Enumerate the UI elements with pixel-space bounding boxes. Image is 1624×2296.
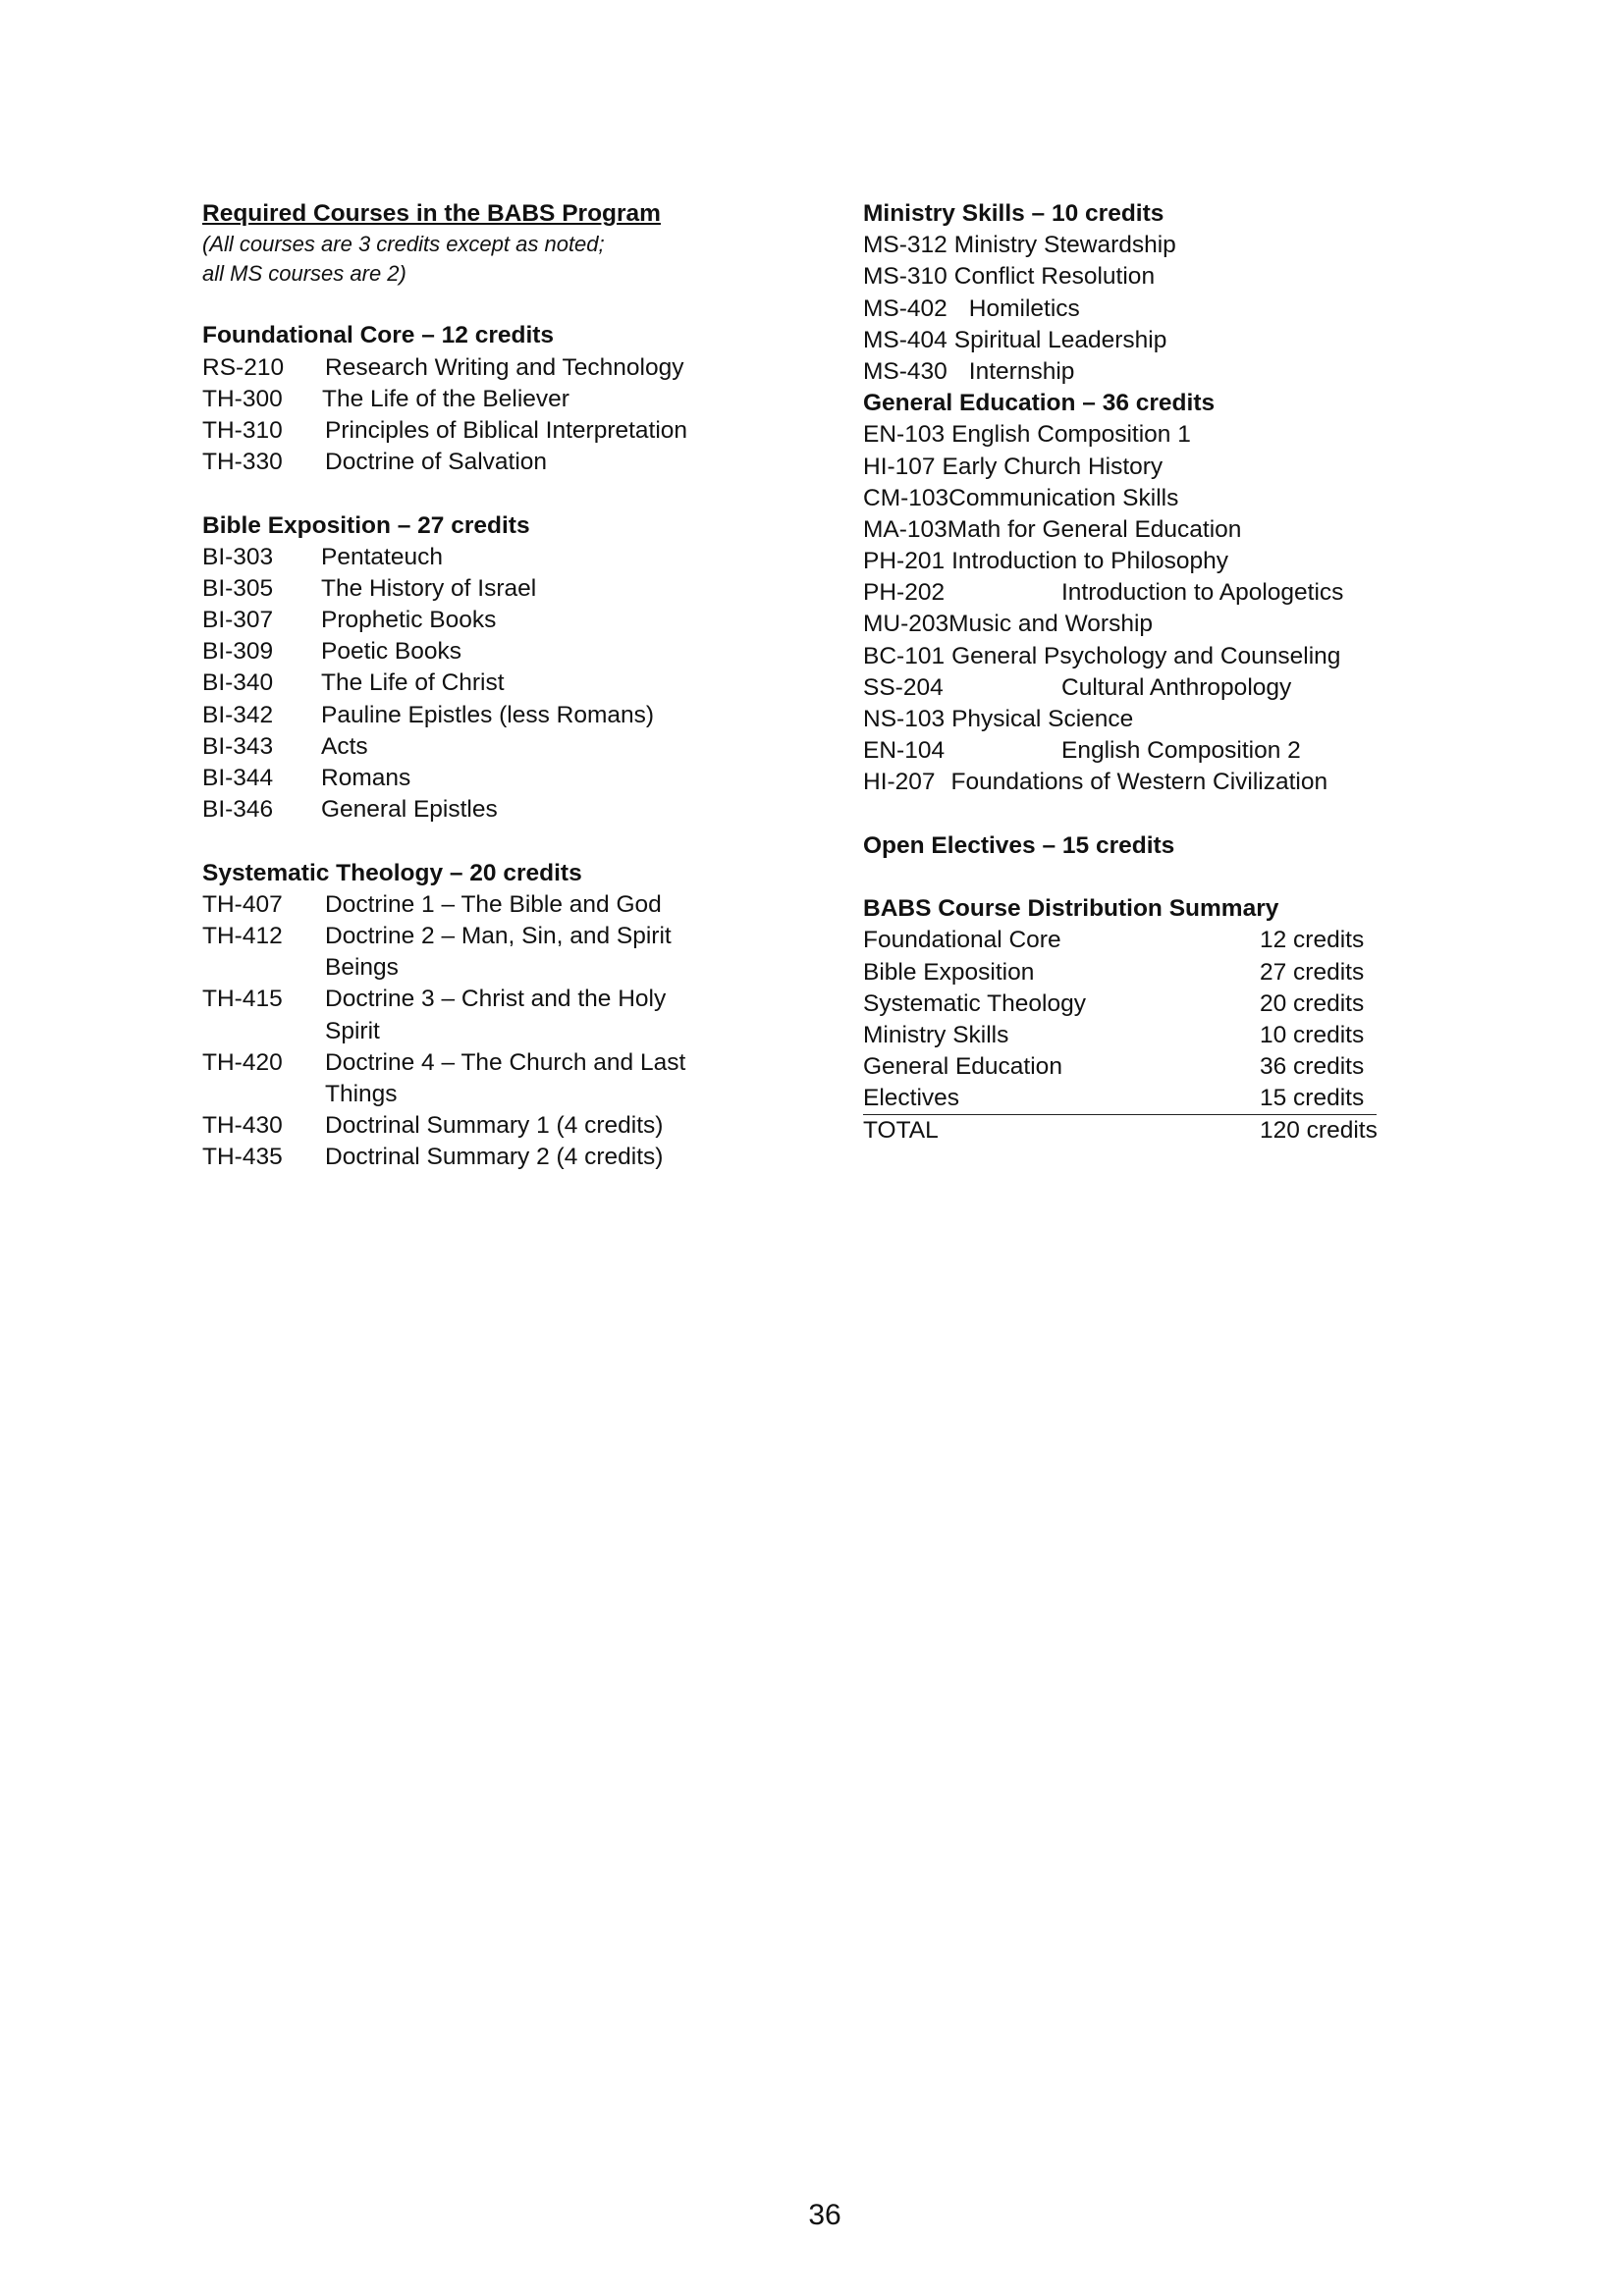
- course-row: [202, 352, 752, 384]
- page-title: Required Courses in the BABS Program: [202, 200, 661, 227]
- course-name: Foundations of Western Civilization: [950, 769, 1328, 796]
- course-name: Ministry Stewardship: [953, 232, 1176, 259]
- course-name: The Life of Christ: [321, 669, 505, 697]
- course-code: BI-344: [202, 765, 274, 791]
- summary-value: 10 credits: [1260, 1021, 1365, 1048]
- course-row: [202, 700, 752, 731]
- course-name: Physical Science: [951, 706, 1134, 732]
- course-code: TH-310: [202, 416, 283, 444]
- course-row: [863, 609, 1452, 640]
- course-row: [863, 577, 1452, 609]
- summary-value: 15 credits: [1260, 1085, 1365, 1112]
- course-row: [202, 542, 752, 573]
- course-name: Romans: [321, 765, 411, 791]
- course-row: [202, 573, 752, 605]
- course-code: NS-103: [863, 706, 946, 732]
- course-code: MS-312: [863, 232, 947, 259]
- course-code: RS-210: [202, 353, 285, 381]
- course-code: BI-340: [202, 669, 274, 697]
- course-row: [863, 735, 1452, 767]
- left-column: [202, 198, 752, 1173]
- summary-row: [863, 1083, 1377, 1115]
- course-code: HI-207: [863, 769, 936, 796]
- course-name: English Composition 1: [951, 421, 1191, 449]
- general-education-heading: General Education – 36 credits: [863, 390, 1216, 417]
- course-row: [863, 641, 1452, 672]
- course-row: [202, 731, 752, 763]
- course-code: BI-307: [202, 607, 274, 634]
- course-code: BI-342: [202, 701, 274, 728]
- course-name: General Psychology and Counseling: [951, 642, 1341, 669]
- course-code: TH-407: [202, 890, 283, 918]
- course-code: TH-420: [202, 1048, 283, 1076]
- course-row: [202, 1142, 752, 1173]
- course-name-continued: Beings: [325, 954, 399, 982]
- course-code: MA-103: [863, 515, 947, 543]
- course-name: The Life of the Believer: [322, 385, 569, 412]
- course-code: BI-343: [202, 732, 274, 760]
- course-name-continued: Things: [325, 1080, 398, 1107]
- course-code: TH-300: [202, 385, 283, 412]
- course-name: Pentateuch: [321, 543, 443, 570]
- course-code: TH-415: [202, 986, 283, 1013]
- summary-label: Electives: [863, 1085, 960, 1112]
- course-name: Spiritual Leadership: [953, 326, 1167, 353]
- course-row: [863, 261, 1452, 293]
- summary-value: 27 credits: [1260, 958, 1365, 986]
- summary-value: 36 credits: [1260, 1053, 1365, 1081]
- summary-label: General Education: [863, 1053, 1062, 1081]
- course-name: Principles of Biblical Interpretation: [325, 416, 688, 444]
- course-name: Doctrine 4 – The Church and Last: [325, 1048, 686, 1076]
- course-name: Doctrine 3 – Christ and the Holy: [325, 986, 667, 1013]
- summary-label: Bible Exposition: [863, 958, 1035, 986]
- course-name: Doctrinal Summary 2 (4 credits): [325, 1144, 664, 1171]
- course-row: [202, 384, 752, 415]
- course-name: Conflict Resolution: [953, 263, 1156, 291]
- course-code: MU-203: [863, 611, 949, 638]
- course-row: [863, 452, 1452, 483]
- credits-note-line-2: all MS courses are 2): [202, 261, 406, 287]
- ministry-skills-heading: Ministry Skills – 10 credits: [863, 200, 1164, 227]
- course-code: PH-201: [863, 548, 946, 575]
- systematic-theology-heading: Systematic Theology – 20 credits: [202, 859, 582, 886]
- course-row: [202, 636, 752, 667]
- course-row: [202, 763, 752, 794]
- course-name: Pauline Epistles (less Romans): [321, 701, 655, 728]
- course-name: Research Writing and Technology: [325, 353, 684, 381]
- course-row: [202, 984, 752, 1015]
- course-row: [863, 767, 1452, 798]
- course-name: Math for General Education: [947, 515, 1242, 543]
- course-row: [202, 1110, 752, 1142]
- course-row: [202, 415, 752, 447]
- course-name: General Epistles: [321, 796, 498, 824]
- course-code: PH-202: [863, 579, 946, 607]
- course-code: CM-103: [863, 484, 949, 511]
- summary-row: [863, 925, 1393, 956]
- course-name: The History of Israel: [321, 574, 537, 602]
- course-code: MS-404: [863, 326, 947, 353]
- distribution-summary-heading: BABS Course Distribution Summary: [863, 895, 1279, 923]
- bible-exposition-heading: Bible Exposition – 27 credits: [202, 511, 530, 539]
- course-row: [863, 672, 1452, 704]
- course-code: EN-103: [863, 421, 946, 449]
- course-row: [863, 230, 1452, 261]
- course-row: [202, 447, 752, 478]
- course-name: Cultural Anthropology: [1061, 673, 1292, 701]
- course-name-continued: Spirit: [325, 1017, 380, 1044]
- course-name: Introduction to Apologetics: [1061, 579, 1344, 607]
- course-code: SS-204: [863, 673, 944, 701]
- course-code: BI-303: [202, 543, 274, 570]
- summary-label: Systematic Theology: [863, 989, 1086, 1017]
- course-name: Acts: [321, 732, 368, 760]
- course-row: [202, 1047, 752, 1079]
- summary-label: TOTAL: [863, 1117, 939, 1145]
- summary-row: [863, 988, 1393, 1020]
- summary-value: 20 credits: [1260, 989, 1365, 1017]
- course-code: HI-107: [863, 453, 936, 480]
- course-code: BC-101: [863, 642, 946, 669]
- course-code: MS-430: [863, 357, 947, 385]
- summary-row: [863, 957, 1393, 988]
- credits-note-line-1: (All courses are 3 credits except as noted;: [202, 232, 605, 257]
- course-row: [863, 483, 1452, 514]
- course-row: [202, 605, 752, 636]
- course-row: [202, 889, 752, 921]
- course-name: Introduction to Philosophy: [951, 548, 1229, 575]
- course-code: TH-435: [202, 1144, 283, 1171]
- course-code: MS-310: [863, 263, 947, 291]
- page-number: 36: [808, 2199, 841, 2231]
- right-column: [863, 198, 1452, 1148]
- course-name: Doctrine 2 – Man, Sin, and Spirit: [325, 922, 672, 949]
- summary-value: 12 credits: [1260, 927, 1365, 954]
- course-row: [863, 356, 1452, 388]
- course-name: Internship: [968, 357, 1075, 385]
- course-code: MS-402: [863, 294, 947, 322]
- course-row: [202, 921, 752, 952]
- course-row: [863, 704, 1452, 735]
- course-code: TH-412: [202, 922, 283, 949]
- course-row: [863, 546, 1452, 577]
- course-name: Doctrine 1 – The Bible and God: [325, 890, 662, 918]
- open-electives-heading: Open Electives – 15 credits: [863, 831, 1175, 859]
- course-code: BI-346: [202, 796, 274, 824]
- course-code: BI-305: [202, 574, 274, 602]
- course-code: TH-430: [202, 1112, 283, 1140]
- summary-row: [863, 1051, 1393, 1083]
- foundational-core-heading: Foundational Core – 12 credits: [202, 322, 555, 349]
- course-name: Early Church History: [942, 453, 1164, 480]
- course-name: Prophetic Books: [321, 607, 497, 634]
- course-name: Poetic Books: [321, 638, 461, 666]
- summary-value: 120 credits: [1260, 1117, 1378, 1145]
- course-code: EN-104: [863, 737, 946, 765]
- course-name: Homiletics: [968, 294, 1080, 322]
- course-name: Doctrinal Summary 1 (4 credits): [325, 1112, 664, 1140]
- course-code: TH-330: [202, 449, 283, 476]
- course-name: Doctrine of Salvation: [325, 449, 548, 476]
- course-row: [863, 514, 1452, 546]
- course-row: [863, 419, 1452, 451]
- course-row: [863, 294, 1452, 325]
- course-name: Communication Skills: [948, 484, 1179, 511]
- course-row: [202, 794, 752, 826]
- summary-total-row: [863, 1115, 1393, 1147]
- summary-row: [863, 1020, 1393, 1051]
- course-name: Music and Worship: [948, 611, 1154, 638]
- summary-label: Ministry Skills: [863, 1021, 1009, 1048]
- course-row: [202, 667, 752, 699]
- summary-label: Foundational Core: [863, 927, 1061, 954]
- course-name: English Composition 2: [1061, 737, 1301, 765]
- course-code: BI-309: [202, 638, 274, 666]
- course-row: [863, 325, 1452, 356]
